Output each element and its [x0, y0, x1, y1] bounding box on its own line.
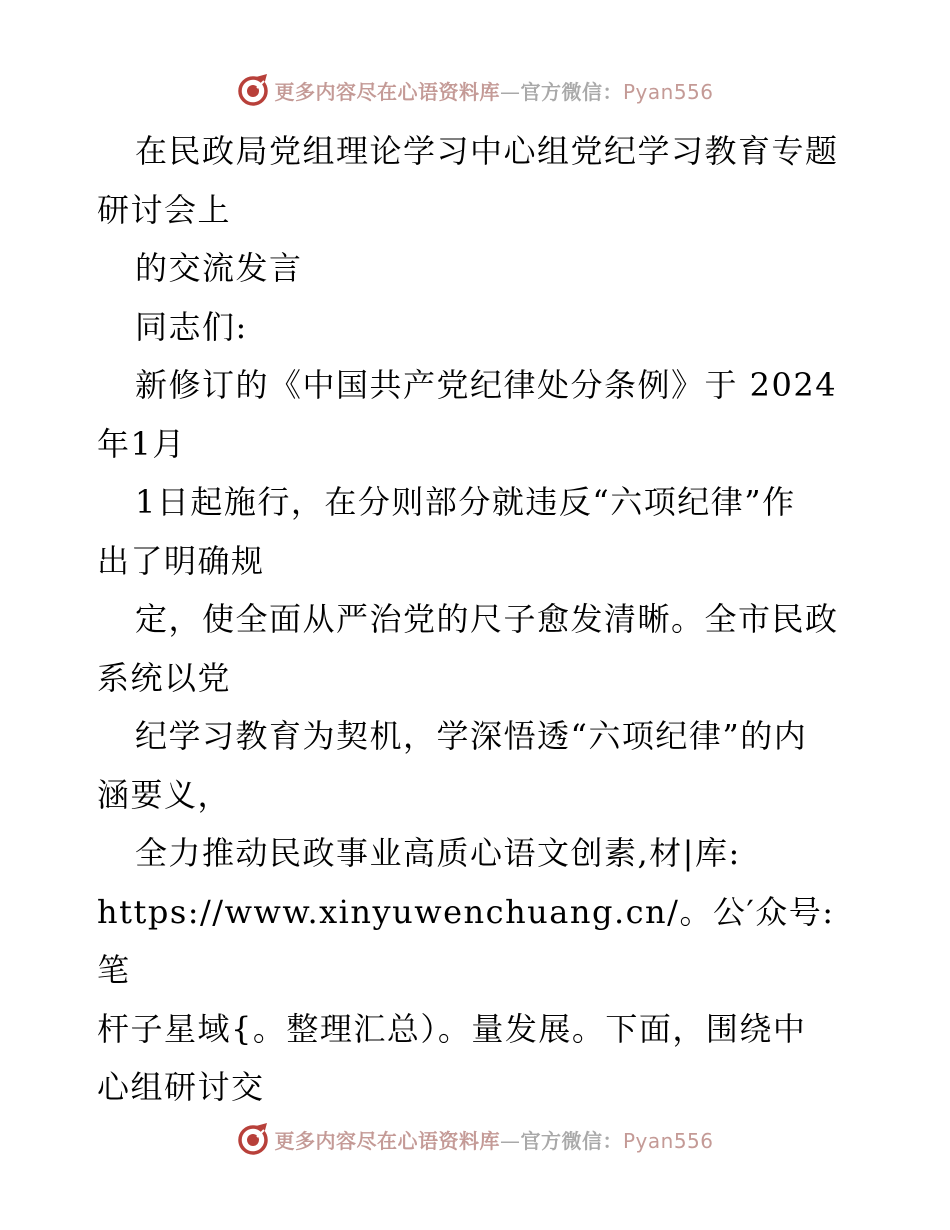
- footer-banner-separator: —: [499, 1128, 521, 1153]
- body-line: 在民政局党组理论学习中心组党纪学习教育专题: [135, 132, 839, 170]
- body-line: 1日起施行，在分则部分就违反“六项纪律”作: [135, 483, 796, 521]
- footer-watermark-banner: [0, 1119, 950, 1159]
- header-banner-separator: —: [499, 79, 521, 104]
- header-watermark-banner: [0, 70, 950, 110]
- body-line: 纪学习教育为契机，学深悟透“六项纪律”的内: [135, 717, 808, 755]
- pen-logo-icon: [236, 1122, 270, 1156]
- body-line: 年1月: [97, 424, 186, 463]
- header-banner-id: Pyan556: [622, 79, 714, 104]
- body-line: 定，使全面从严治党的尺子愈发清晰。全市民政: [135, 600, 839, 638]
- footer-banner-main: 更多内容尽在心语资料库: [274, 1128, 500, 1153]
- header-banner-label: 官方微信：: [520, 79, 623, 104]
- footer-banner-id: Pyan556: [622, 1128, 714, 1153]
- body-line: 心组研讨交: [97, 1068, 265, 1106]
- body-line: https://www.xinyuwenchuang.cn/。公′众号: 笔: [97, 892, 835, 989]
- body-line: 研讨会上: [97, 190, 232, 229]
- header-banner-main: 更多内容尽在心语资料库: [274, 79, 500, 104]
- body-line: 系统以党: [97, 658, 232, 697]
- pen-logo-icon: [236, 73, 270, 107]
- body-line: 同志们:: [135, 307, 248, 346]
- footer-banner-label: 官方微信：: [520, 1128, 623, 1153]
- body-line: 的交流发言: [135, 249, 303, 287]
- body-line: 杆子星域{。整理汇总）。量发展。下面，围绕中: [97, 1009, 807, 1048]
- document-body: [97, 122, 857, 1117]
- footer-banner-text: [274, 1125, 713, 1154]
- body-line: 新修订的《中国共产党纪律处分条例》于 2024: [135, 366, 838, 404]
- body-line: 涵要义，: [97, 775, 232, 814]
- body-line: 出了明确规: [97, 541, 265, 580]
- header-banner-text: [274, 76, 713, 105]
- body-line: 全力推动民政事业高质心语文创素,材|库:: [135, 834, 741, 872]
